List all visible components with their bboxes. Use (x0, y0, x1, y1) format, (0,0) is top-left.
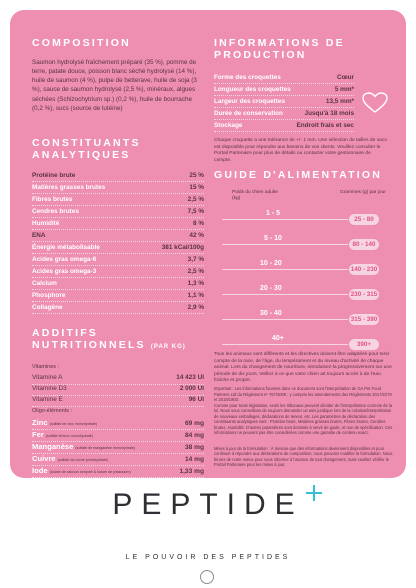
composition-text: Saumon hydrolysé fraîchement préparé (35 %), pomme de terre, patate douce, poisson blanc séché hydrolysé (14 %), huile de saumon (4 %), pulpe de betterave, huile de soja (3 %), sauce de saumon hydrolysé (2,5 %), minéraux, algues séchées (Schizochytrium sp.) (0,2 %), huile de bourrache (0,2 %), sucs (source de lutéine) (32, 59, 197, 112)
table-row (32, 418, 204, 430)
informations-table (214, 72, 354, 132)
constituant-name: ENA (32, 232, 46, 239)
guide-grams: 25 - 80 (349, 214, 379, 225)
table-row (32, 442, 204, 454)
table-row (32, 266, 204, 278)
info-value: 5 mm* (334, 86, 354, 93)
brand-logo-text: PEPTIDE (112, 488, 304, 521)
table-row (32, 182, 204, 194)
table-row (32, 218, 204, 230)
table-row (214, 108, 354, 120)
oligo-name: Zinc (32, 418, 48, 427)
oligo-note: (sulfate ferreux monohydraté) (45, 434, 93, 438)
informations-title: INFORMATIONS DE PRODUCTION (214, 37, 345, 61)
constituant-value: 2,5 % (187, 268, 204, 275)
constituant-value: 1,3 % (187, 280, 204, 287)
constituant-value: 7,5 % (187, 208, 204, 215)
constituant-value: 2,9 % (187, 304, 204, 311)
constituants-title: CONSTITUANTS ANALYTIQUES (32, 137, 141, 161)
plus-icon (305, 484, 323, 502)
info-name: Stockage (214, 122, 243, 129)
guide-divider (222, 269, 348, 270)
guide-grams: 315 - 390 (350, 316, 378, 323)
vitamin-name: Vitamine D3 (32, 385, 67, 392)
table-row (32, 230, 204, 242)
constituant-value: 42 % (189, 232, 204, 239)
guide-grams: 80 - 140 (349, 239, 379, 250)
oligo-label: Oligo-éléments : (32, 408, 73, 414)
guide-grams: 390+ (349, 339, 379, 350)
info-name: Durée de conservation (214, 110, 283, 117)
additifs-title (32, 328, 210, 352)
info-value: Jusqu'à 18 mois (304, 110, 354, 117)
guide-weight: 1 - 5 (266, 210, 281, 217)
constituant-value: 381 kCal/100g (161, 244, 204, 251)
constituant-name: Calcium (32, 280, 57, 287)
oligo-name: Iode (32, 466, 48, 475)
oligo-name: Manganèse (32, 442, 74, 451)
table-row (32, 385, 204, 396)
guide-weight: 5 - 10 (264, 235, 282, 242)
constituants-table (32, 170, 204, 314)
guide-text-4: Mises à jour de la formulation : À mesure que des informations deviennent disponibles et pour continuer à répondre aux déclarations de composition, nous pouvons modifier la formulation. Nous ferons de notre mieux pour vous informer à l'avance de tout changement, mais veuillez vérifier le Portail Partenaire pour les mises à jour. (214, 446, 393, 468)
constituant-name: Protéine brute (32, 172, 76, 179)
vitamin-value: 96 UI (188, 396, 204, 403)
paw-seal-icon (200, 570, 214, 584)
guide-grams: 230 - 315 (350, 291, 378, 298)
guide-weight: 30 - 40 (260, 310, 282, 317)
oligo-name: Fer (32, 430, 44, 439)
guide-divider (222, 219, 348, 220)
constituant-name: Cendres brutes (32, 208, 79, 215)
table-row (32, 242, 204, 254)
composition-title: COMPOSITION (32, 37, 131, 49)
constituant-name: Acides gras omega-6 (32, 256, 97, 263)
info-value: 13,5 mm* (325, 98, 354, 105)
guide-grams: 140 - 230 (350, 266, 378, 273)
constituant-value: 15 % (189, 184, 204, 191)
table-row (32, 254, 204, 266)
constituant-value: 25 % (189, 172, 204, 179)
guide-weight: 10 - 20 (260, 260, 282, 267)
oligo-value: 14 mg (184, 456, 204, 463)
vitamin-value: 2 000 UI (179, 385, 204, 392)
oligo-note: (iodate de calcium anhydre & iodure de potassium) (49, 470, 131, 474)
oligo-note: (sulfate de cuivre pentahydraté) (57, 458, 109, 462)
table-row (32, 302, 204, 314)
constituant-name: Fibres brutes (32, 196, 73, 203)
constituant-name: Énergie métabolisable (32, 244, 100, 251)
info-value: Endroit frais et sec (296, 122, 354, 129)
table-row (32, 194, 204, 206)
table-row (214, 84, 354, 96)
table-row (32, 454, 204, 466)
informations-note: Chaque croquette a une tolérance de +/- 1 mm. Une sélection de tailles de sacs est disponible pour répondre aux besoins de vos clients. Veuillez consulter le Portail Partenaire pour plus de détails ou contacter votre gestionnaire de compte. (214, 138, 387, 163)
table-row (214, 72, 354, 84)
guide-text-2: Important : Les informations fournies dans ce document sont l'interprétation de GA Pet Food Partners Ltd du Règlement nº 767/2009 ; y compris les amendements des Règlements 2017/2279 et 2018/1903. (214, 386, 392, 403)
table-row (32, 170, 204, 182)
constituant-value: 1,1 % (187, 292, 204, 299)
constituant-value: 8 % (192, 220, 204, 227)
guide-col-weight: Poids du chien adulte (kg) (232, 190, 278, 201)
info-value: Cœur (336, 74, 354, 81)
table-row (32, 396, 204, 407)
table-row (214, 96, 354, 108)
vitamins-label: Vitamines : (32, 364, 60, 370)
guide-divider (222, 344, 348, 345)
info-name: Largeur des croquettes (214, 98, 286, 105)
oligo-value: 38 mg (184, 444, 204, 451)
vitamin-name: Vitamine A (32, 374, 63, 381)
guide-col-grams: Grammes (g) par jour (340, 190, 386, 195)
oligo-note: (sulfate de zinc monohydraté) (49, 422, 97, 426)
constituant-value: 3,7 % (187, 256, 204, 263)
table-row (32, 430, 204, 442)
guide-divider (222, 244, 348, 245)
oligo-value: 1,33 mg (179, 468, 204, 475)
table-row (32, 278, 204, 290)
heart-icon (362, 92, 388, 114)
constituant-name: Acides gras omega-3 (32, 268, 97, 275)
table-row (32, 466, 204, 478)
guide-weight: 40+ (272, 335, 284, 342)
oligo-note: (sulfate de manganèse monohydraté) (75, 446, 136, 450)
info-name: Forme des croquettes (214, 74, 281, 81)
guide-text-1: Tous les animaux sont différents et les directives doivent être adaptées pour tenir compte de la race, de l'âge, du tempérament et du niveau d'activité de chaque animal. Lors du changement de nourriture, introduisez-la progressivement sur une période de dix jours. Veillez à ce que votre chien ait toujours accès à de l'eau fraîche et propre. (214, 352, 392, 384)
constituant-name: Phosphore (32, 292, 66, 299)
constituant-value: 2,5 % (187, 196, 204, 203)
guide-title: GUIDE D'ALIMENTATION (214, 169, 383, 181)
table-row (214, 120, 354, 132)
info-name: Longueur des croquettes (214, 86, 291, 93)
table-row (32, 206, 204, 218)
guide-text-3: Comme pour toute législation, seuls les tribunaux peuvent décider de l'interprétation correcte de la loi. Nous vous conseillons de toujours demander un avis juridique lors de la création/interprétation de nouveaux emballages, déclarations de teneur, etc. Les paramètres de déclaration des constituants analytiques sont : Protéine brute, Matières grasses brutes, Fibres brutes, Cendres brutes, Humidité. D'autres paramètres sont destinés à servir de guide, et non de spécification. Ces informations ne peuvent pas être considérées comme une garantie de contenu exact. (214, 403, 393, 435)
additifs-unit: (PAR KG) (150, 343, 186, 350)
additifs-title-text: ADDITIFS NUTRITIONNELS (32, 327, 146, 351)
oligo-value: 84 mg (184, 432, 204, 439)
constituant-name: Collagène (32, 304, 63, 311)
constituant-name: Matières grasses brutes (32, 184, 106, 191)
vitamins-table (32, 374, 204, 407)
guide-divider (222, 294, 348, 295)
table-row (32, 290, 204, 302)
oligo-name: Cuivre (32, 454, 56, 463)
vitamin-name: Vitamine E (32, 396, 63, 403)
table-row (32, 374, 204, 385)
guide-divider (222, 319, 348, 320)
vitamin-value: 14 423 UI (176, 374, 204, 381)
label-card (10, 10, 406, 478)
brand-tagline: LE POUVOIR DES PEPTIDES (125, 554, 291, 561)
oligo-table (32, 418, 204, 478)
brand-logo (0, 488, 416, 522)
constituant-name: Humidité (32, 220, 60, 227)
oligo-value: 69 mg (184, 420, 204, 427)
guide-weight: 20 - 30 (260, 285, 282, 292)
